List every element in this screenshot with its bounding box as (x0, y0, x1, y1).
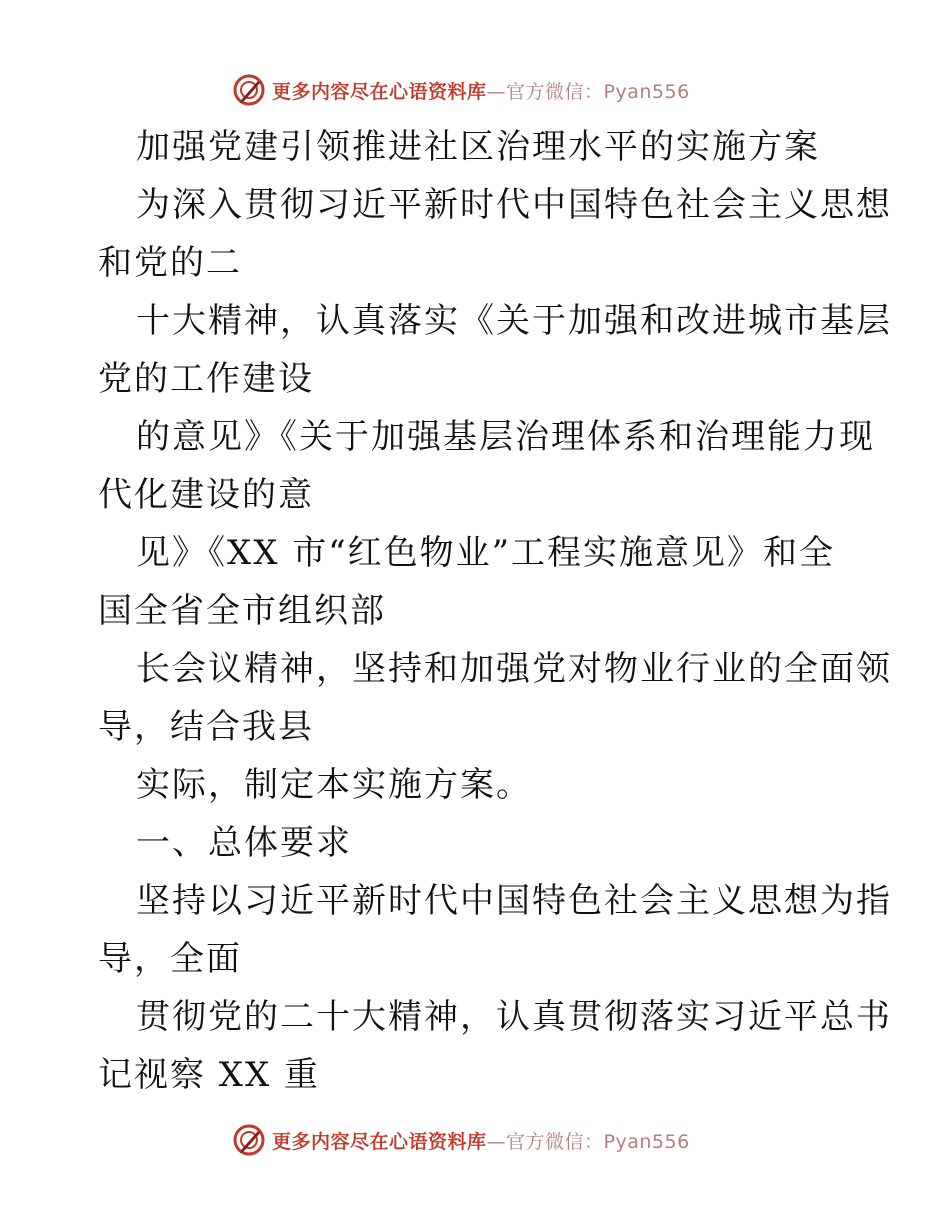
text-line: 党的工作建设 (98, 359, 314, 399)
document-body (98, 118, 892, 1104)
pen-logo-icon (232, 73, 266, 107)
text-line: 长会议精神，坚持和加强党对物业行业的全面领 (136, 649, 892, 689)
header-watermark-banner (232, 72, 690, 108)
text-line: 十大精神，认真落实《关于加强和改进城市基层 (136, 301, 892, 341)
section-heading: 一、总体要求 (136, 823, 352, 863)
text-line: 和党的二 (98, 243, 242, 283)
text-line: 导，全面 (98, 939, 242, 979)
text-line: 记视察 XX 重 (98, 1055, 321, 1095)
text-line: 代化建设的意 (98, 475, 314, 515)
banner-wechat-text: —官方微信：Pyan556 (486, 80, 690, 103)
banner-wechat-text: —官方微信：Pyan556 (486, 1130, 690, 1153)
text-line: 导，结合我县 (98, 707, 314, 747)
banner-main-text: 更多内容尽在心语资料库 (272, 80, 487, 103)
text-line: 见》《XX 市“红色物业”工程实施意见》和全 (136, 533, 835, 573)
text-line: 坚持以习近平新时代中国特色社会主义思想为指 (136, 881, 892, 921)
pen-logo-icon (232, 1123, 266, 1157)
text-line: 的意见》《关于加强基层治理体系和治理能力现 (136, 417, 875, 457)
banner-main-text: 更多内容尽在心语资料库 (272, 1130, 487, 1153)
text-line: 贯彻党的二十大精神，认真贯彻落实习近平总书 (136, 997, 892, 1037)
text-line: 实际，制定本实施方案。 (136, 765, 532, 805)
text-line: 国全省全市组织部 (98, 591, 386, 631)
text-line: 为深入贯彻习近平新时代中国特色社会主义思想 (136, 185, 892, 225)
document-title: 加强党建引领推进社区治理水平的实施方案 (136, 127, 820, 167)
footer-watermark-banner (232, 1122, 690, 1158)
